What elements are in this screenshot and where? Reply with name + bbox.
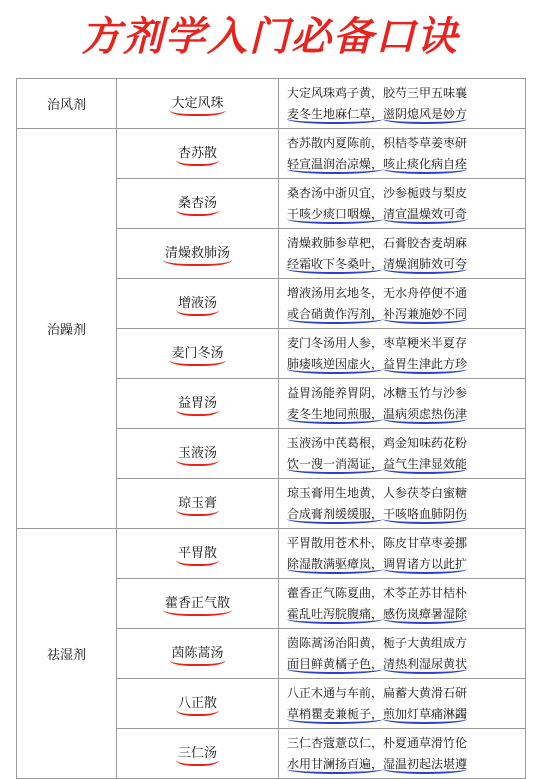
formula-name-cell	[117, 579, 279, 629]
mnemonic-line-2-first-half: 草梢瞿麦兼栀子，	[287, 707, 383, 724]
mnemonic-line-2	[287, 154, 525, 175]
mnemonic-line-2	[287, 604, 525, 625]
formula-name: 桑杏汤	[176, 192, 219, 216]
mnemonic-line-2-first-half: 水用甘澜扬百遍，	[287, 757, 383, 774]
mnemonic-line-2-first-half: 合成膏剂缓缓服，	[287, 507, 383, 524]
mnemonic-line-2-second-half: 感伤岚瘴暑湿除	[383, 607, 467, 624]
mnemonic-line-2-first-half: 经霜收下冬桑叶，	[287, 257, 383, 274]
page-title: 方剂学入门必备口诀	[81, 14, 459, 60]
mnemonic-line-2-first-half: 轻宣温润治凉燥，	[287, 157, 383, 174]
mnemonic-line-2	[287, 204, 525, 225]
mnemonic-line-1: 益胃汤能养胃阴，冰糖玉竹与沙参	[287, 386, 468, 400]
mnemonic-line-2-first-half: 肺痿咳逆因虚火，	[287, 357, 383, 374]
mnemonic-line-2-first-half: 面目鲜黄橘子色，	[287, 657, 383, 674]
formula-name: 茵陈蒿汤	[169, 642, 225, 666]
mnemonic-line-2	[287, 354, 525, 375]
mnemonic-line-2	[287, 454, 525, 475]
formula-name: 麦门冬汤	[169, 342, 225, 366]
mnemonic-cell	[279, 79, 526, 129]
mnemonic-line-2-second-half: 益气生津显效能	[383, 457, 467, 474]
mnemonic-line-2-first-half: 麦冬生地同煎服，	[287, 407, 383, 424]
mnemonic-line-2	[287, 104, 525, 125]
mnemonic-cell	[279, 629, 526, 679]
formula-name: 清燥救肺汤	[163, 242, 232, 266]
formula-name-cell	[117, 429, 279, 479]
mnemonic-line-2-first-half: 霍乱吐泻脘腹痛，	[287, 607, 383, 624]
mnemonic-line-2-first-half: 除湿散满驱瘴岚，	[287, 557, 383, 574]
table-row	[17, 79, 526, 129]
formula-name: 琼玉膏	[176, 492, 219, 516]
formula-name: 大定风珠	[169, 92, 225, 116]
mnemonic-line-1: 平胃散用苍术朴，陈皮甘草枣姜挪	[287, 536, 468, 550]
mnemonic-cell	[279, 479, 526, 529]
mnemonic-line-1: 麦门冬汤用人参，枣草粳米半夏存	[287, 336, 468, 350]
formula-name: 平胃散	[176, 542, 219, 566]
mnemonic-line-1: 藿香正气陈夏曲，术苓芷苏甘桔朴	[287, 586, 468, 600]
mnemonic-line-2-first-half: 或合硝黄作泻剂，	[287, 307, 383, 324]
formula-name-cell	[117, 479, 279, 529]
mnemonic-line-1: 清燥救肺参草杷，石膏胶杏麦胡麻	[287, 236, 468, 250]
mnemonic-line-2	[287, 654, 525, 675]
mnemonic-line-1: 玉液汤中芪葛根，鸡金知味药花粉	[287, 436, 468, 450]
formula-name-cell	[117, 329, 279, 379]
formula-name: 藿香正气散	[163, 592, 232, 616]
mnemonic-cell	[279, 379, 526, 429]
mnemonic-line-1: 杏苏散内夏陈前，枳桔苓草姜枣研	[287, 136, 468, 150]
formula-name: 增液汤	[176, 292, 219, 316]
mnemonic-cell	[279, 679, 526, 729]
formula-name-cell	[117, 729, 279, 779]
mnemonic-line-1: 三仁杏蔻薏苡仁，朴夏通草滑竹伦	[287, 736, 468, 750]
category-cell: 治躁剂	[17, 129, 117, 529]
mnemonic-line-1: 琼玉膏用生地黄，人参茯苓白蜜糖	[287, 486, 468, 500]
mnemonic-line-2	[287, 304, 525, 325]
mnemonic-line-2	[287, 704, 525, 725]
formula-name-cell	[117, 629, 279, 679]
mnemonic-cell	[279, 529, 526, 579]
mnemonic-line-2	[287, 254, 525, 275]
category-cell: 祛湿剂	[17, 529, 117, 779]
mnemonic-cell	[279, 729, 526, 779]
mnemonic-line-1: 八正木通与车前，扁蓄大黄滑石研	[287, 686, 468, 700]
mnemonic-line-2-second-half: 温病须虑热伤津	[383, 407, 467, 424]
table-row	[17, 529, 526, 579]
mnemonic-cell	[279, 429, 526, 479]
formula-name: 八正散	[176, 692, 219, 716]
mnemonic-cell	[279, 279, 526, 329]
table-row	[17, 129, 526, 179]
mnemonic-line-1: 茵陈蒿汤治阳黄，栀子大黄组成方	[287, 636, 468, 650]
mnemonic-line-2-second-half: 干咳咯血肺阴伤	[383, 507, 467, 524]
formula-name-cell	[117, 379, 279, 429]
mnemonic-line-2	[287, 504, 525, 525]
formula-name: 三仁汤	[176, 742, 219, 766]
mnemonic-line-1: 增液汤用玄地冬，无水舟停便不通	[287, 286, 468, 300]
formula-name-cell	[117, 679, 279, 729]
mnemonic-line-2-second-half: 清宣温燥效可奇	[383, 207, 467, 224]
mnemonic-line-1: 大定风珠鸡子黄，胶芍三甲五味襄	[287, 86, 468, 100]
mnemonic-line-2-second-half: 益胃生津此方珍	[383, 357, 467, 374]
mnemonic-cell	[279, 579, 526, 629]
mnemonic-line-2-second-half: 清热利湿尿黄状	[383, 657, 467, 674]
mnemonic-line-2	[287, 754, 525, 775]
category-cell: 治风剂	[17, 79, 117, 129]
formula-name: 杏苏散	[176, 142, 219, 166]
formula-name-cell	[117, 179, 279, 229]
formula-name-cell	[117, 79, 279, 129]
mnemonic-cell	[279, 229, 526, 279]
mnemonic-line-2-second-half: 滋阴熄风是妙方	[383, 107, 467, 124]
mnemonic-line-1: 桑杏汤中浙贝宜，沙参栀豉与梨皮	[287, 186, 468, 200]
formula-name-cell	[117, 529, 279, 579]
mnemonic-cell	[279, 329, 526, 379]
mnemonic-line-2-first-half: 干咳少痰口咽燥，	[287, 207, 383, 224]
mnemonic-cell	[279, 179, 526, 229]
mnemonic-line-2-second-half: 湿温初起法堪遵	[383, 757, 467, 774]
formula-name-cell	[117, 279, 279, 329]
mnemonic-line-2-second-half: 煎加灯草痛淋蠲	[383, 707, 467, 724]
formula-name: 玉液汤	[176, 442, 219, 466]
formula-name-cell	[117, 129, 279, 179]
formula-table	[16, 78, 526, 779]
mnemonic-line-2	[287, 554, 525, 575]
mnemonic-line-2-first-half: 麦冬生地麻仁草，	[287, 107, 383, 124]
formula-name-cell	[117, 229, 279, 279]
mnemonic-line-2-second-half: 调胃诸方以此扩	[383, 557, 467, 574]
mnemonic-cell	[279, 129, 526, 179]
mnemonic-line-2-second-half: 清燥润肺效可夸	[383, 257, 467, 274]
mnemonic-line-2	[287, 404, 525, 425]
mnemonic-line-2-second-half: 补泻兼施妙不同	[383, 307, 467, 324]
mnemonic-line-2-first-half: 饮一溲一消渴证，	[287, 457, 383, 474]
mnemonic-line-2-second-half: 咳止痰化病自痊	[383, 157, 467, 174]
formula-name: 益胃汤	[176, 392, 219, 416]
